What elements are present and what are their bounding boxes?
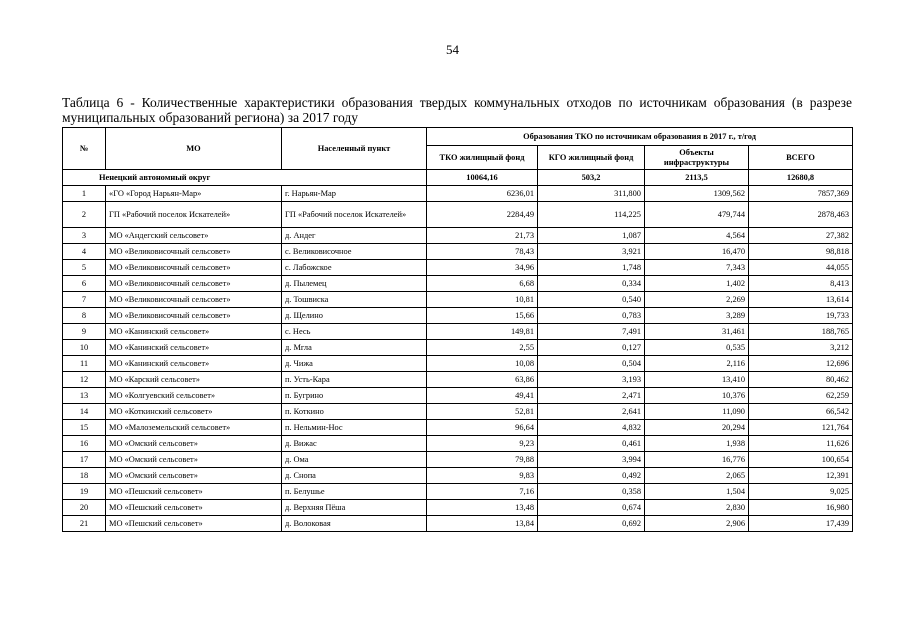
cell-num: 4 bbox=[63, 244, 106, 260]
cell-mo: МО «Канинский сельсовет» bbox=[106, 324, 282, 340]
cell-housing: 10,81 bbox=[427, 292, 538, 308]
cell-infra: 479,744 bbox=[645, 202, 749, 228]
cell-mo: МО «Великовисочный сельсовет» bbox=[106, 276, 282, 292]
cell-kgo: 0,783 bbox=[538, 308, 645, 324]
cell-infra: 20,294 bbox=[645, 420, 749, 436]
cell-infra: 2,065 bbox=[645, 468, 749, 484]
cell-housing: 2,55 bbox=[427, 340, 538, 356]
cell-mo: МО «Пешский сельсовет» bbox=[106, 484, 282, 500]
table-row bbox=[63, 468, 853, 484]
cell-num: 1 bbox=[63, 186, 106, 202]
cell-total: 44,055 bbox=[749, 260, 853, 276]
cell-infra: 2,830 bbox=[645, 500, 749, 516]
cell-housing: 2284,49 bbox=[427, 202, 538, 228]
cell-settlement: с. Несь bbox=[282, 324, 427, 340]
cell-total: 12,696 bbox=[749, 356, 853, 372]
cell-settlement: д. Пылемец bbox=[282, 276, 427, 292]
table-row bbox=[63, 292, 853, 308]
table-row bbox=[63, 452, 853, 468]
cell-settlement: д. Тошвиска bbox=[282, 292, 427, 308]
cell-infra: 13,410 bbox=[645, 372, 749, 388]
cell-kgo: 311,800 bbox=[538, 186, 645, 202]
cell-settlement: д. Вижас bbox=[282, 436, 427, 452]
cell-total: 188,765 bbox=[749, 324, 853, 340]
cell-total: 80,462 bbox=[749, 372, 853, 388]
cell-settlement: п. Бугрино bbox=[282, 388, 427, 404]
cell-settlement: г. Нарьян-Мар bbox=[282, 186, 427, 202]
cell-settlement: ГП «Рабочий поселок Искателей» bbox=[282, 202, 427, 228]
table-row bbox=[63, 356, 853, 372]
table-row bbox=[63, 436, 853, 452]
cell-infra: 31,461 bbox=[645, 324, 749, 340]
cell-kgo: 0,504 bbox=[538, 356, 645, 372]
header-infra: Объекты инфраструктуры bbox=[645, 146, 749, 170]
cell-total: 16,980 bbox=[749, 500, 853, 516]
cell-kgo: 2,471 bbox=[538, 388, 645, 404]
cell-total: 11,626 bbox=[749, 436, 853, 452]
cell-mo: МО «Омский сельсовет» bbox=[106, 436, 282, 452]
table-row bbox=[63, 500, 853, 516]
cell-infra: 1,402 bbox=[645, 276, 749, 292]
cell-infra: 1,504 bbox=[645, 484, 749, 500]
cell-num: 10 bbox=[63, 340, 106, 356]
cell-total: 27,382 bbox=[749, 228, 853, 244]
header-housing: ТКО жилищный фонд bbox=[427, 146, 538, 170]
cell-settlement: д. Чижа bbox=[282, 356, 427, 372]
cell-infra: 1,938 bbox=[645, 436, 749, 452]
cell-infra: 7,343 bbox=[645, 260, 749, 276]
cell-total: 12,391 bbox=[749, 468, 853, 484]
cell-housing: 52,81 bbox=[427, 404, 538, 420]
table-row bbox=[63, 260, 853, 276]
header-mo: МО bbox=[106, 128, 282, 170]
table-row bbox=[63, 324, 853, 340]
cell-kgo: 0,334 bbox=[538, 276, 645, 292]
cell-num: 3 bbox=[63, 228, 106, 244]
cell-kgo: 7,491 bbox=[538, 324, 645, 340]
cell-mo: МО «Великовисочный сельсовет» bbox=[106, 292, 282, 308]
cell-kgo: 0,692 bbox=[538, 516, 645, 532]
cell-mo: МО «Великовисочный сельсовет» bbox=[106, 244, 282, 260]
cell-mo: МО «Карский сельсовет» bbox=[106, 372, 282, 388]
cell-settlement: д. Мгла bbox=[282, 340, 427, 356]
header-num: № bbox=[63, 128, 106, 170]
cell-total: 121,764 bbox=[749, 420, 853, 436]
cell-num: 14 bbox=[63, 404, 106, 420]
cell-kgo: 2,641 bbox=[538, 404, 645, 420]
cell-mo: МО «Коткинский сельсовет» bbox=[106, 404, 282, 420]
cell-mo: МО «Малоземельский сельсовет» bbox=[106, 420, 282, 436]
header-settlement: Населенный пункт bbox=[282, 128, 427, 170]
cell-mo: МО «Великовисочный сельсовет» bbox=[106, 260, 282, 276]
table-row bbox=[63, 202, 853, 228]
cell-mo: МО «Канинский сельсовет» bbox=[106, 340, 282, 356]
cell-housing: 78,43 bbox=[427, 244, 538, 260]
cell-num: 21 bbox=[63, 516, 106, 532]
cell-housing: 9,23 bbox=[427, 436, 538, 452]
cell-mo: МО «Пешский сельсовет» bbox=[106, 500, 282, 516]
total-row bbox=[63, 170, 853, 186]
cell-settlement: п. Белушье bbox=[282, 484, 427, 500]
cell-kgo: 3,994 bbox=[538, 452, 645, 468]
table-caption: Таблица 6 - Количественные характеристики образования твердых коммунальных отходов по источникам образования (в разрезе муниципальных образований региона) за 2017 году bbox=[62, 95, 852, 125]
waste-table bbox=[62, 127, 853, 532]
cell-housing: 63,86 bbox=[427, 372, 538, 388]
cell-housing: 79,88 bbox=[427, 452, 538, 468]
cell-settlement: д. Волоковая bbox=[282, 516, 427, 532]
cell-kgo: 114,225 bbox=[538, 202, 645, 228]
cell-num: 17 bbox=[63, 452, 106, 468]
cell-num: 2 bbox=[63, 202, 106, 228]
cell-infra: 2,269 bbox=[645, 292, 749, 308]
cell-num: 11 bbox=[63, 356, 106, 372]
cell-kgo: 1,748 bbox=[538, 260, 645, 276]
total-housing: 10064,16 bbox=[427, 170, 538, 186]
cell-num: 6 bbox=[63, 276, 106, 292]
cell-kgo: 0,674 bbox=[538, 500, 645, 516]
total-total: 12680,8 bbox=[749, 170, 853, 186]
cell-housing: 9,83 bbox=[427, 468, 538, 484]
cell-housing: 6,68 bbox=[427, 276, 538, 292]
cell-kgo: 0,540 bbox=[538, 292, 645, 308]
cell-kgo: 0,358 bbox=[538, 484, 645, 500]
cell-housing: 149,81 bbox=[427, 324, 538, 340]
cell-kgo: 4,832 bbox=[538, 420, 645, 436]
cell-housing: 13,48 bbox=[427, 500, 538, 516]
table-row bbox=[63, 404, 853, 420]
cell-total: 66,542 bbox=[749, 404, 853, 420]
cell-infra: 10,376 bbox=[645, 388, 749, 404]
cell-num: 20 bbox=[63, 500, 106, 516]
total-name: Ненецкий автономный округ bbox=[63, 170, 427, 186]
cell-settlement: п. Нельмин-Нос bbox=[282, 420, 427, 436]
table-row bbox=[63, 228, 853, 244]
cell-total: 62,259 bbox=[749, 388, 853, 404]
cell-num: 5 bbox=[63, 260, 106, 276]
cell-total: 3,212 bbox=[749, 340, 853, 356]
cell-num: 15 bbox=[63, 420, 106, 436]
cell-total: 13,614 bbox=[749, 292, 853, 308]
cell-num: 13 bbox=[63, 388, 106, 404]
cell-num: 19 bbox=[63, 484, 106, 500]
cell-num: 8 bbox=[63, 308, 106, 324]
table-row bbox=[63, 276, 853, 292]
cell-mo: МО «Колгуевский сельсовет» bbox=[106, 388, 282, 404]
header-group: Образования ТКО по источникам образования в 2017 г., т/год bbox=[427, 128, 853, 146]
cell-settlement: д. Верхняя Пёша bbox=[282, 500, 427, 516]
cell-mo: МО «Пешский сельсовет» bbox=[106, 516, 282, 532]
table-row bbox=[63, 372, 853, 388]
cell-settlement: д. Ома bbox=[282, 452, 427, 468]
cell-infra: 0,535 bbox=[645, 340, 749, 356]
cell-housing: 13,84 bbox=[427, 516, 538, 532]
cell-num: 18 bbox=[63, 468, 106, 484]
cell-infra: 2,116 bbox=[645, 356, 749, 372]
cell-infra: 3,289 bbox=[645, 308, 749, 324]
cell-total: 98,818 bbox=[749, 244, 853, 260]
cell-infra: 2,906 bbox=[645, 516, 749, 532]
cell-num: 12 bbox=[63, 372, 106, 388]
table-row bbox=[63, 340, 853, 356]
cell-kgo: 1,087 bbox=[538, 228, 645, 244]
cell-housing: 10,08 bbox=[427, 356, 538, 372]
cell-settlement: с. Лабожское bbox=[282, 260, 427, 276]
total-infra: 2113,5 bbox=[645, 170, 749, 186]
cell-mo: МО «Великовисочный сельсовет» bbox=[106, 308, 282, 324]
cell-total: 17,439 bbox=[749, 516, 853, 532]
cell-total: 2878,463 bbox=[749, 202, 853, 228]
cell-mo: МО «Канинский сельсовет» bbox=[106, 356, 282, 372]
cell-kgo: 3,921 bbox=[538, 244, 645, 260]
cell-num: 16 bbox=[63, 436, 106, 452]
cell-settlement: д. Щелино bbox=[282, 308, 427, 324]
cell-infra: 4,564 bbox=[645, 228, 749, 244]
table-row bbox=[63, 186, 853, 202]
cell-kgo: 0,461 bbox=[538, 436, 645, 452]
cell-settlement: с. Великовисочное bbox=[282, 244, 427, 260]
table-row bbox=[63, 308, 853, 324]
cell-settlement: п. Коткино bbox=[282, 404, 427, 420]
cell-settlement: п. Усть-Кара bbox=[282, 372, 427, 388]
cell-total: 8,413 bbox=[749, 276, 853, 292]
header-kgo: КГО жилищный фонд bbox=[538, 146, 645, 170]
cell-settlement: д. Андег bbox=[282, 228, 427, 244]
cell-infra: 1309,562 bbox=[645, 186, 749, 202]
cell-total: 100,654 bbox=[749, 452, 853, 468]
cell-total: 9,025 bbox=[749, 484, 853, 500]
cell-housing: 21,73 bbox=[427, 228, 538, 244]
cell-total: 7857,369 bbox=[749, 186, 853, 202]
cell-num: 9 bbox=[63, 324, 106, 340]
cell-infra: 16,776 bbox=[645, 452, 749, 468]
cell-housing: 49,41 bbox=[427, 388, 538, 404]
cell-infra: 16,470 bbox=[645, 244, 749, 260]
table-row bbox=[63, 484, 853, 500]
cell-total: 19,733 bbox=[749, 308, 853, 324]
cell-mo: «ГО «Город Нарьян-Мар» bbox=[106, 186, 282, 202]
total-kgo: 503,2 bbox=[538, 170, 645, 186]
cell-housing: 96,64 bbox=[427, 420, 538, 436]
table-row bbox=[63, 244, 853, 260]
table-row bbox=[63, 388, 853, 404]
cell-housing: 34,96 bbox=[427, 260, 538, 276]
table-row bbox=[63, 516, 853, 532]
cell-kgo: 0,127 bbox=[538, 340, 645, 356]
cell-housing: 6236,01 bbox=[427, 186, 538, 202]
cell-housing: 15,66 bbox=[427, 308, 538, 324]
cell-mo: МО «Омский сельсовет» bbox=[106, 452, 282, 468]
cell-kgo: 0,492 bbox=[538, 468, 645, 484]
page-number: 54 bbox=[446, 42, 459, 57]
cell-num: 7 bbox=[63, 292, 106, 308]
cell-mo: МО «Омский сельсовет» bbox=[106, 468, 282, 484]
cell-infra: 11,090 bbox=[645, 404, 749, 420]
cell-mo: ГП «Рабочий поселок Искателей» bbox=[106, 202, 282, 228]
table-row bbox=[63, 420, 853, 436]
cell-mo: МО «Андегский сельсовет» bbox=[106, 228, 282, 244]
cell-kgo: 3,193 bbox=[538, 372, 645, 388]
header-total: ВСЕГО bbox=[749, 146, 853, 170]
cell-housing: 7,16 bbox=[427, 484, 538, 500]
cell-settlement: д. Снопа bbox=[282, 468, 427, 484]
